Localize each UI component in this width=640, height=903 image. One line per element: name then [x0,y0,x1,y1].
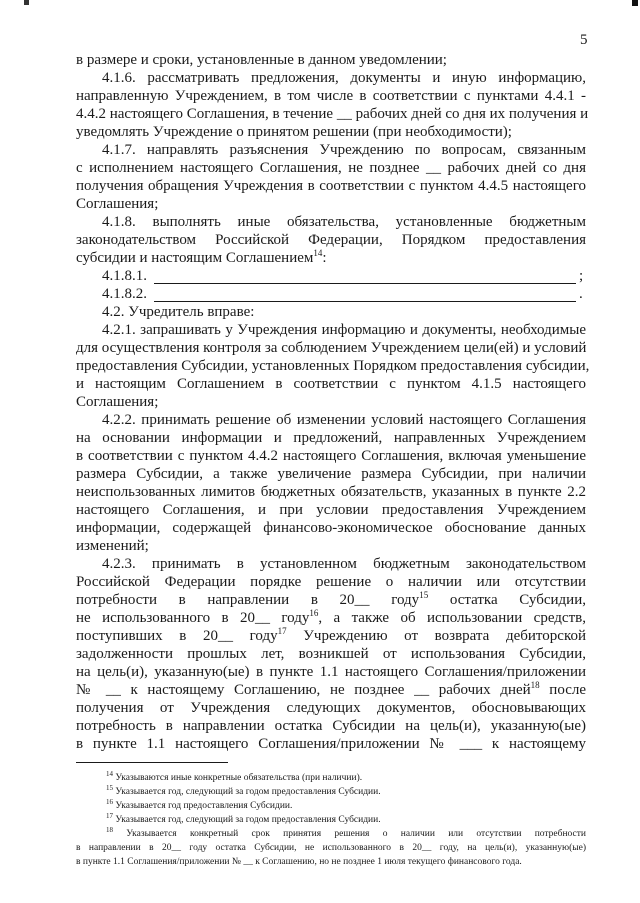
text-line: уведомлять Учреждение о принятом решении (при необходимости); [76,124,512,140]
text-line: информации, содержащей финансово-экономическое обоснование данных [76,520,586,536]
text-line: направленную Учреждением, в том числе в соответствии с пунктами 4.4.1 - [76,88,586,104]
text-line: потребности в направлении в 20__ году$^{15}$ остатка Субсидии, [76,590,586,608]
text-line: изменений; [76,538,149,554]
section-4-2-heading: 4.2. Учредитель вправе: [102,304,255,320]
footnote-ref: 15 [419,590,429,600]
text-line: и настоящим Соглашением в соответствии с пунктом 4.1.5 настоящего [76,376,586,392]
text-line: законодательством Российской Федерации, Порядком предоставления [76,232,586,248]
paragraph-4-2-1: 4.2.1. запрашивать у Учреждения информацию и документы, необходимые [102,322,586,338]
text-line: субсидии и настоящим Соглашением$^{14}$: [76,248,327,266]
text-line: на цель(и), указанную(ые) в пункте 1.1 настоящего Соглашения/приложении [76,664,586,680]
text-line: с исполнением настоящего Соглашения, не позднее __ рабочих дней со дня [76,160,586,176]
text-line: Соглашения; [76,394,159,410]
footnote-14: $^{14}$ Указываются иные конкретные обязательства (при наличии). [106,770,363,783]
footnote-ref: 17 [277,626,287,636]
text-line: Соглашения; [76,196,159,212]
text-line: не использованного в 20__ году$^{16}$, а также об использовании средств, [76,608,586,626]
footnote-ref: 16 [309,608,319,618]
footnote-16: $^{16}$ Указывается год предоставления Субсидии. [106,798,293,811]
text-line: получения обращения Учреждения в соответствии с пунктом 4.4.5 настоящего [76,178,586,194]
footnote-ref: 18 [530,680,540,690]
text-line: . [579,286,583,302]
text-line: размера Субсидии, а также увеличение размера Субсидии, при наличии [76,466,586,482]
footnote-15: $^{15}$ Указывается год, следующий за годом предоставления Субсидии. [106,784,381,797]
text-line: в пункте 1.1 настоящего Соглашения/приложении № ___ к настоящему [76,736,586,752]
footnote-18-continued: в направлении в 20__ году остатка Субсидии, не использованного в 20__ году, на цель(и), указанную(ые) [76,843,586,853]
text-line: в соответствии с пунктом 4.4.2 настоящего Соглашения, включая уменьшение [76,448,586,464]
scan-mark [24,0,29,5]
footnote-18-continued: в пункте 1.1 Соглашения/приложении № __ к Соглашению, но не позднее 1 июля текущего финансового года. [76,857,522,867]
footnote-17: $^{17}$ Указывается год, следующий за годом предоставления Субсидии. [106,812,381,825]
text-line: 4.4.2 настоящего Соглашения, в течение __ рабочих дней со дня их получения и [76,106,589,122]
text-line: № __ к настоящему Соглашению, не позднее __ рабочих дней$^{18}$ после [76,680,587,698]
text-line: ; [579,268,584,284]
text-line: настоящего Соглашения, и при условии предоставления Учреждением [76,502,586,518]
text-line: для осуществления контроля за соблюдением Учреждением цели(ей) и условий [76,340,587,356]
paragraph-4-1-8: 4.1.8. выполнять иные обязательства, установленные бюджетным [102,214,586,230]
text-line: в размере и сроки, установленные в данном уведомлении; [76,52,447,68]
paragraph-4-1-6: 4.1.6. рассматривать предложения, документы и иную информацию, [102,70,586,86]
footnote-ref: 14 [313,248,323,258]
page-number: 5 [580,32,588,48]
text-line: получения от Учреждения следующих документов, обосновывающих [76,700,586,716]
paragraph-4-1-7: 4.1.7. направлять разъяснения Учреждению по вопросам, связанным [102,142,586,158]
footnote-separator [76,762,228,763]
text-line: на основании информации и предложений, направленных Учреждением [76,430,586,446]
text-line: предоставления Субсидии, установленных Порядком предоставления субсидии, [76,358,590,374]
text-line: Российской Федерации порядке решение о наличии или отсутствии [76,574,586,590]
paragraph-4-2-3: 4.2.3. принимать в установленном бюджетным законодательством [102,556,586,572]
scan-mark [632,0,638,6]
footnote-18: $^{18}$ Указывается конкретный срок принятия решения о наличии или отсутствии потребности [106,826,586,839]
text-line: задолженности прошлых лет, возникшей от использования Субсидии, [76,646,586,662]
blank-fill-line [154,283,576,284]
text-line: поступивших в 20__ году$^{17}$ Учреждению от возврата дебиторской [76,626,586,644]
text-line: неиспользованных лимитов бюджетных обязательств, указанных в пункте 2.2 [76,484,586,500]
item-4-1-8-1: 4.1.8.1. [102,268,147,284]
paragraph-4-2-2: 4.2.2. принимать решение об изменении условий настоящего Соглашения [102,412,586,428]
item-4-1-8-2: 4.1.8.2. [102,286,147,302]
text-line: потребность в направлении остатка Субсидии на цель(и), указанную(ые) [76,718,586,734]
